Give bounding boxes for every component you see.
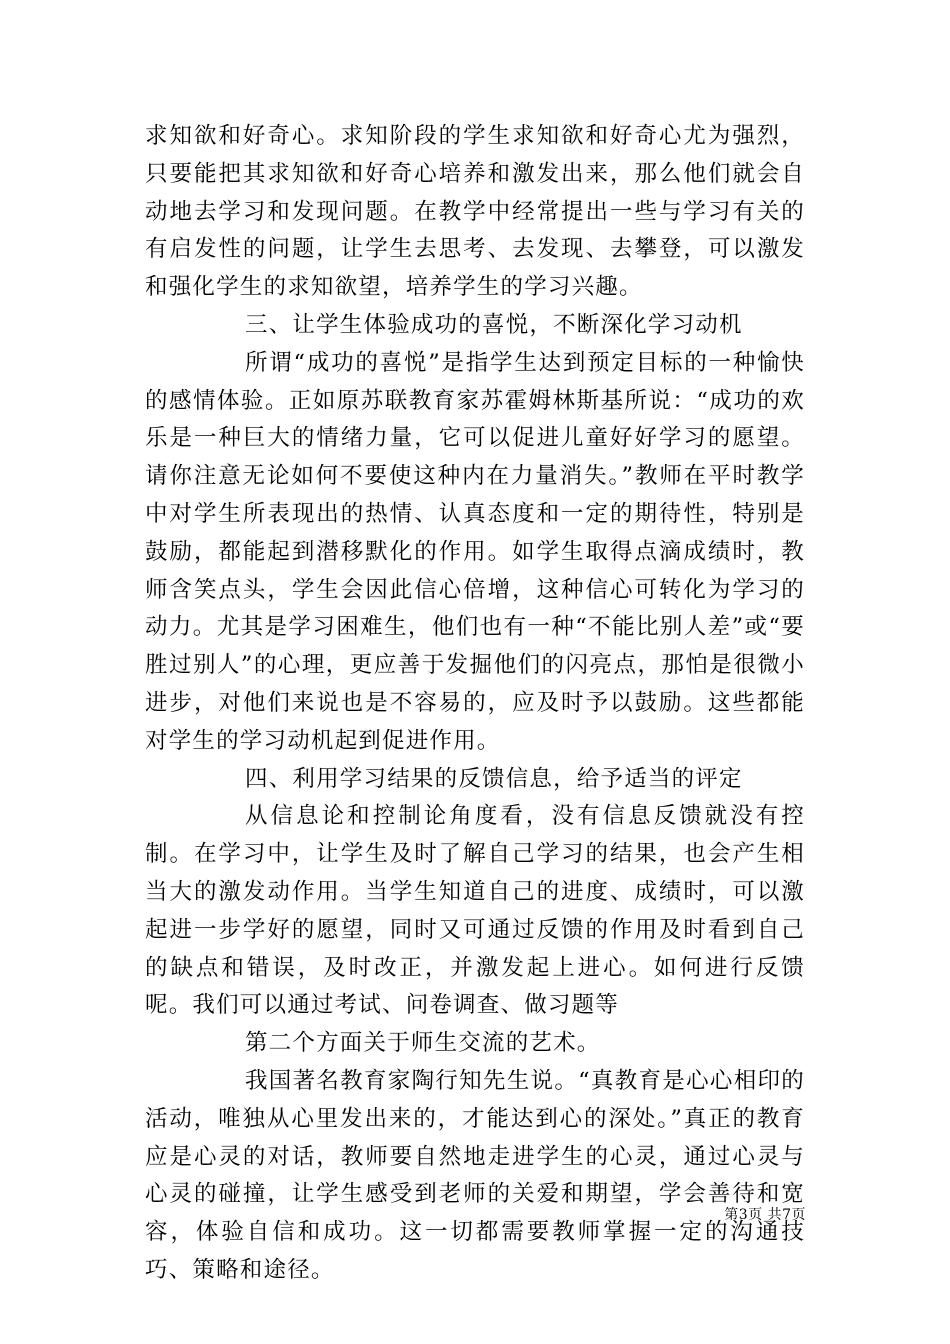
document-body: [145, 118, 805, 1290]
paragraph-4: 我国著名教育家陶行知先生说。“真教育是心心相印的活动，唯独从心里发出来的，才能达到心的深处。”真正的教育应是心灵的对话，教师要自然地走进学生的心灵，通过心灵与心灵的碰撞，让学生感受到老师的关爱和期望，学会善待和宽容，体验自信和成功。这一切都需要教师掌握一定的沟通技巧、策略和途径。: [145, 1067, 805, 1283]
footer-suffix: 页: [791, 1207, 806, 1223]
section-heading-4: 四、利用学习结果的反馈信息，给予适当的评定: [245, 765, 743, 792]
footer-total-pages: 7: [782, 1207, 792, 1223]
footer-current-page: 3: [738, 1207, 749, 1223]
page-footer: [0, 1206, 806, 1224]
footer-middle: 页 共: [748, 1207, 783, 1223]
paragraph-3: 从信息论和控制论角度看，没有信息反馈就没有控制。在学习中，让学生及时了解自己学习的结果，也会产生相当大的激发动作用。当学生知道自己的进度、成绩时，可以激起进一步学好的愿望，同时又可通过反馈的作用及时看到自己的缺点和错误，及时改正，并激发起上进心。如何进行反馈呢。我们可以通过考试、问卷调查、做习题等: [145, 803, 805, 1019]
paragraph-1: 求知欲和好奇心。求知阶段的学生求知欲和好奇心尤为强烈，只要能把其求知欲和好奇心培养和激发出来，那么他们就会自动地去学习和发现问题。在教学中经常提出一些与学习有关的有启发性的问题，让学生去思考、去发现、去攀登，可以激发和强化学生的求知欲望，培养学生的学习兴趣。: [145, 123, 805, 301]
section-heading-teacher-student: 第二个方面关于师生交流的艺术。: [245, 1030, 601, 1057]
paragraph-2: 所谓“成功的喜悦”是指学生达到预定目标的一种愉快的感情体验。正如原苏联教育家苏霍姆林斯基所说：“成功的欢乐是一种巨大的情绪力量，它可以促进儿童好好学习的愿望。请你注意无论如何不要使这种内在力量消失。”教师在平时教学中对学生所表现出的热情、认真态度和一定的期待性，特别是鼓励，都能起到潜移默化的作用。如学生取得点滴成绩时，教师含笑点头，学生会因此信心倍增，这种信心可转化为学习的动力。尤其是学习困难生，他们也有一种“不能比别人差”或“要胜过别人”的心理，更应善于发掘他们的闪亮点，那怕是很微小进步，对他们来说也是不容易的，应及时予以鼓励。这些都能对学生的学习动机起到促进作用。: [145, 349, 805, 754]
footer-prefix: 第: [724, 1207, 739, 1223]
section-heading-3: 三、让学生体验成功的喜悦，不断深化学习动机: [245, 311, 743, 338]
